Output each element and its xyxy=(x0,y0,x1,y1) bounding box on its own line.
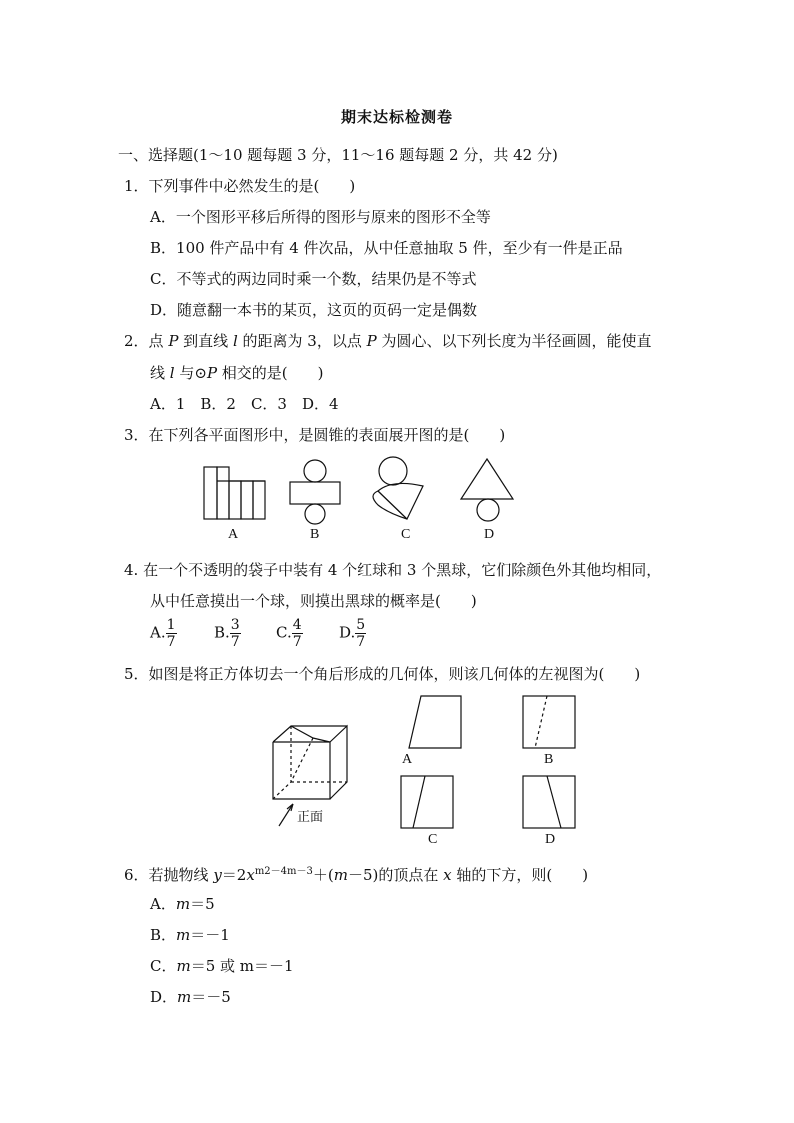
net-a-face xyxy=(253,481,265,519)
numerator: 1 xyxy=(166,617,176,633)
point-p: P xyxy=(366,332,377,350)
var-x: x xyxy=(443,866,452,884)
question-6-stem xyxy=(124,862,588,885)
q2-text: 线 xyxy=(150,364,170,382)
net-b-circle xyxy=(305,504,325,524)
question-4-option-b xyxy=(214,617,241,650)
point-p: P xyxy=(206,364,218,382)
option-text: ＝－1 xyxy=(190,926,230,944)
fraction xyxy=(355,617,366,650)
numerator: 3 xyxy=(230,617,240,633)
question-5-figures xyxy=(265,692,595,852)
question-1-option-c: C．不等式的两边同时乘一个数，结果仍是不等式 xyxy=(150,270,477,288)
q6-text: 6．若抛物线 xyxy=(124,866,214,884)
exponent: m2－4m－3 xyxy=(254,866,313,877)
q6-text: ＋( xyxy=(312,866,334,884)
q5-label-b: B xyxy=(544,752,554,767)
option-text: ＝5 xyxy=(190,895,215,913)
view-c-square xyxy=(401,776,453,828)
var-y: y xyxy=(213,866,222,884)
front-arrow-line xyxy=(279,804,293,826)
net-a-face xyxy=(229,481,241,519)
question-6-option-d xyxy=(150,987,231,1007)
net-d-triangle xyxy=(461,459,513,499)
page-title: 期末达标检测卷 xyxy=(340,108,453,126)
q2-text: 的距离为 3，以点 xyxy=(237,332,367,350)
net-a-face xyxy=(241,481,253,519)
question-2-stem-line2 xyxy=(150,363,324,383)
solid-hidden-edge xyxy=(273,726,291,799)
var-m: m xyxy=(175,895,191,913)
question-6-option-b xyxy=(150,925,230,945)
view-b-square xyxy=(523,696,575,748)
var-m: m xyxy=(176,957,191,975)
q6-text: ＝2 xyxy=(221,866,247,884)
option-label: B. xyxy=(214,623,230,642)
q6-text: 轴的下方，则( ) xyxy=(451,866,589,884)
net-b-circle xyxy=(304,460,326,482)
option-label: B． xyxy=(150,926,177,944)
q2-text: 与⊙ xyxy=(174,364,207,382)
q5-label-c: C xyxy=(428,832,438,847)
fraction xyxy=(166,617,177,650)
question-1-option-d: D．随意翻一本书的某页，这页的页码一定是偶数 xyxy=(150,301,478,319)
q3-label-a: A xyxy=(228,527,239,542)
q2-text: 为圆心、以下列长度为半径画圆，能使直 xyxy=(376,332,652,350)
solid-top-back-edge xyxy=(273,726,347,742)
section-heading: 一、选择题(1～10 题每题 3 分，11～16 题每题 2 分，共 42 分) xyxy=(118,146,558,164)
question-6-option-c xyxy=(150,956,294,976)
net-c-sector xyxy=(378,483,423,519)
q2-text: 2．点 xyxy=(124,332,169,350)
q5-label-d: D xyxy=(545,832,556,847)
question-2-options: A．1 B．2 C．3 D．4 xyxy=(150,395,339,413)
question-1-option-b: B．100 件产品中有 4 件次品，从中任意抽取 5 件，至少有一件是正品 xyxy=(150,239,623,257)
q2-text: 相交的是( ) xyxy=(217,364,324,382)
option-label: D． xyxy=(150,988,178,1006)
view-c-line xyxy=(413,776,425,828)
net-b-rect xyxy=(290,482,340,504)
q2-text: 到直线 xyxy=(178,332,233,350)
front-label: 正面 xyxy=(297,809,324,824)
question-4-stem-line2: 从中任意摸出一个球，则摸出黑球的概率是( ) xyxy=(150,592,477,610)
line-l: l xyxy=(169,364,175,382)
q6-text: －5)的顶点在 xyxy=(347,866,444,884)
question-2-stem xyxy=(124,331,652,351)
option-label: C． xyxy=(150,957,177,975)
net-a-face xyxy=(217,467,229,519)
question-4-option-a xyxy=(150,617,177,650)
question-4-option-c xyxy=(276,617,303,650)
question-1-stem: 1．下列事件中必然发生的是( ) xyxy=(124,177,356,195)
option-label: A. xyxy=(150,623,166,642)
question-3-figures xyxy=(195,455,525,545)
view-b-hidden-line xyxy=(535,696,547,748)
question-1-option-a: A．一个图形平移后所得的图形与原来的图形不全等 xyxy=(150,208,491,226)
question-4-option-d xyxy=(339,617,366,650)
option-label: A． xyxy=(150,895,176,913)
view-d-line xyxy=(547,776,561,828)
front-arrow-head xyxy=(287,804,293,811)
solid-right-face xyxy=(330,726,347,799)
numerator: 5 xyxy=(356,617,366,633)
denominator: 7 xyxy=(292,634,302,650)
option-text: ＝5 或 m＝－1 xyxy=(190,957,294,975)
fraction xyxy=(230,617,241,650)
line-l: l xyxy=(232,332,238,350)
denominator: 7 xyxy=(230,634,240,650)
net-d-circle xyxy=(477,499,499,521)
question-4-stem: 4. 在一个不透明的袋子中装有 4 个红球和 3 个黑球，它们除颜色外其他均相同， xyxy=(124,561,662,579)
net-c-circle xyxy=(379,457,407,485)
numerator: 4 xyxy=(292,617,302,633)
fraction xyxy=(292,617,303,650)
var-m: m xyxy=(176,926,191,944)
net-c-edge xyxy=(378,491,407,519)
question-5-stem: 5．如图是将正方体切去一个角后形成的几何体，则该几何体的左视图为( ) xyxy=(124,665,641,683)
var-x: x xyxy=(246,866,255,884)
q3-label-c: C xyxy=(401,527,411,542)
solid-hidden-cut xyxy=(291,738,313,782)
q5-label-a: A xyxy=(402,752,413,767)
denominator: 7 xyxy=(356,634,366,650)
var-m: m xyxy=(333,866,348,884)
denominator: 7 xyxy=(166,634,176,650)
q3-label-d: D xyxy=(484,527,495,542)
question-3-stem: 3．在下列各平面图形中，是圆锥的表面展开图的是( ) xyxy=(124,426,506,444)
net-a-face xyxy=(204,467,217,519)
option-label: C. xyxy=(276,623,292,642)
option-label: D. xyxy=(339,623,356,642)
var-m: m xyxy=(177,988,192,1006)
q3-label-b: B xyxy=(310,527,320,542)
option-text: ＝－5 xyxy=(191,988,231,1006)
point-p: P xyxy=(168,332,179,350)
question-6-option-a xyxy=(150,894,215,914)
view-a-shape xyxy=(409,696,461,748)
